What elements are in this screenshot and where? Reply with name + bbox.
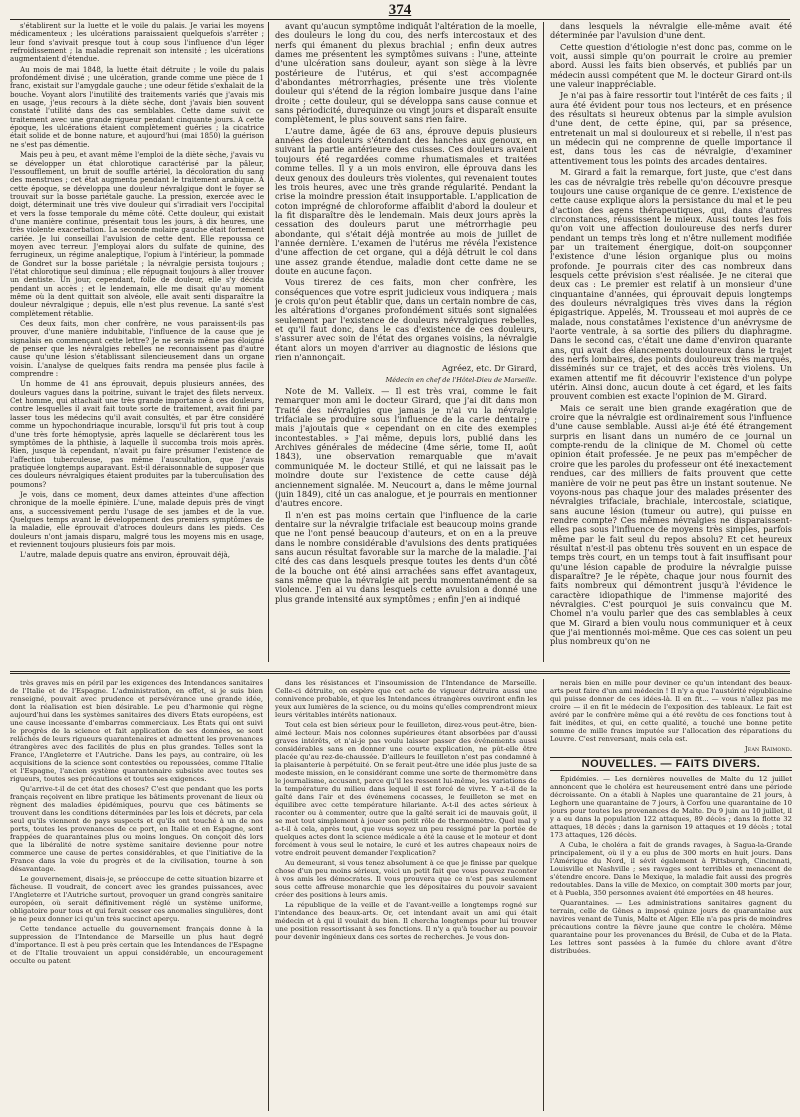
article-column-2 [275,22,537,662]
page-number: 374 [388,2,412,18]
news-item: Épidémies. — Les dernières nouvelles de Malte du 12 juillet annoncent que le choléra est heureusement entré dans une période décroissante. On a établi à Naples une quarantaine de 21 jours, à Leghorn une quarantaine de 7 jours, à Corfou une quarantaine de 10 jours pour toutes les provenances de Malte. Du 9 juin au 10 juillet, il y a eu dans la population 122 attaques, 89 décès ; dans la flotte 32 attaques, 18 décès ; dans la garnison 19 attaques et 19 décès ; total 173 attaques, 126 décès. [550,775,792,839]
paragraph: Je n'ai pas à faire ressortir tout l'intérêt de ces faits ; il aura été évident pour tous nos lecteurs, et en présence des résultats si heureux obtenus par la simple avulsion d'une dent, de cette épine, qui, par sa présence, entretenait un mal si douloureux et si rebelle, il n'est pas un médecin qui ne comprenne de quelle importance il est, dans tous les cas de névralgie, d'examiner attentivement tous les points des arcades dentaires. [550,90,792,166]
editor-note: Note de M. Valleix. — Il est très vrai, comme le fait remarquer mon ami le docteur Girard, que j'ai dit dans mon Traité des névralgies que jamais je n'ai vu la névralgie trifaciale se produire sous l'influence de la carie dentaire ; mais j'ajoutais que « cependant on en cite des exemples incontestables. » J'ai même, depuis lors, publié dans les Archives générales de médecine (4me série, tome II, août 1843), une observation remarquable que m'avait communiquée M. le docteur Stillé, et qui ne laissait pas le moindre doute sur l'existence de cette cause déjà anciennement signalée. M. Neucourt a, dans le même journal (juin 1849), cité un cas analogue, et je pourrais en mentionner d'autres encore. [275,386,537,509]
paragraph: Le gouvernement, disais-je, se préoccupe de cette situation bizarre et fâcheuse. Il voudrait, de concert avec les grandes puissances, avec l'Angleterre et l'Autriche surtout, provoquer un grand congrès sanitaire européen, où serait définitivement réglé un système uniforme, obligatoire pour tous et qui ferait cesser ces anomalies singulières, dont je ne peux donner ici qu'un très succinct aperçu. [10,875,263,923]
paragraph: Tout cela est bien sérieux pour le feuilleton, direz-vous peut-être, bien-aimé lecteur. Mais nos colonnes supérieures étant absorbées par d'aussi graves intérêts, et n'ai-je pas voulu laisser passer des événements aussi considérables sans en donner une courte explication, ne pût-elle être placée qu'au rez-de-chaussée. D'ailleurs le feuilleton n'est pas condamné à la plaisanterie à perpétuité. On se ferait peut-être une idée plus juste de sa modeste mission, en le considérant comme une sorte de thermomètre dans le journalisme, accusant, parce qu'il les ressent lui-même, les variations de la température du milieu dans lequel il est forcé de vivre. Y a-t-il de la gaîté dans l'air et des événemens cocasses, le feuilleton se met en équilibre avec cette température hilariante. A-t-il des actes sérieux à raconter ou à commenter, outre que la gaîté serait ici de mauvais goût, il se met tout simplement à jouer son petit rôle de thermomètre. Quel mal y a-t-il à cela, après tout, que vous soyez un peu ressigné par la portée de quelques actes dont la science médicale a été la cause et le moteur et dont forcément à vous seul le notaire, le curé et les autres chapeaux noirs de votre endroit peuvent demander l'explication? [275,721,537,857]
paragraph: Cette tendance actuelle du gouvernement français donne à la suppression de l'Intendance de Marseille un plus haut degré d'importance. Il est à peu près certain que les Intendances de l'Espagne et de l'Italie trouvaient un appui considérable, un encouragement occulte ou patent [10,925,263,965]
column-divider [543,22,544,662]
paragraph: Au mois de mai 1848, la luette était détruite ; le voile du palais profondément divisé ; une ulcération, grande comme une pièce de 1 franc, existait sur l'amygdale gauche ; une odeur fétide s'exhalait de la bouche. Voyant alors l'inutilité des traitements variés que j'avais mis en usage, j'eus recours à la diète sèche, dont j'avais bien souvent constaté l'utilité dans des cas semblables. Cette dame suivit ce traitement avec une grande rigueur pendant cinquante jours. A cette époque, les ulcérations étaient complètement guéries ; la cicatrice était solide et de bonne nature, et aujourd'hui (mai 1850) la guérison ne s'est pas démentie. [10,64,264,149]
paragraph: Un homme de 41 ans éprouvait, depuis plusieurs années, des douleurs vagues dans la poitrine, suivant le trajet des filets nerveux. Cet homme, qui attachait une très grande importance à ces douleurs, contre lesquelles il avait fait toute sorte de traitement, avait fini par lasser tous les médecins qu'il avait consultés, et par être considéré comme un hypochondriaque incurable, lorsqu'il fut pris tout à coup d'une très forte hémoptysie, après laquelle se déclarèrent tous les symptômes de la phthisie, à laquelle il succomba trois mois après. Rien, jusque là cependant, n'avait pu faire présumer l'existence de l'affection tuberculeuse, pas même l'auscultation, que j'avais pratiquée longtemps auparavant. Est-il déraisonnable de supposer que ces douleurs névralgiques étaient produites par la tuberculisation des poumons? [10,379,264,489]
paragraph: L'autre, malade depuis quatre ans environ, éprouvait déjà, [20,550,230,560]
paragraph: Vous tirerez de ces faits, mon cher confrère, les conséquences que votre esprit judicieux vous indiquera ; mais je crois qu'on peut établir que, dans un certain nombre de cas, les altérations d'organes profondément situés sont signalées seulement par l'existence de douleurs névralgiques rebelles, et qu'il faut donc, dans le cas d'existence de ces douleurs, s'assurer avec soin de l'état des organes voisins, la névralgie étant alors un moyen d'arriver au diagnostic de lésions que rien n'annonçait. [275,277,537,363]
column-divider [268,679,269,1111]
paragraph: Mais ce serait une bien grande exagération que de croire que la névralgie est ordinairement sous l'influence d'une cause semblable. Aussi ai-je été été étrangement surpris en lisant dans un numéro de ce journal un compte-rendu de la clinique de M. Chomel où cette opinion était professée. Je ne peux pas m'empêcher de croire que les paroles du professeur ont été inexactement rendues, car des milliers de faits prouvent que cette manière de voir ne peut pas être un instant soutenue. Ne voyons-nous pas chaque jour des malades présenter des névralgies trifaciale, brachiale, intercostale, sciatique, sans aucune lésion (tumeur ou autre), qui puisse en rendre compte? Ces mêmes névralgies ne disparaissent-elles pas sous l'influence de moyens très simples, parfois même par le fait seul du repos absolu? Et cet heureux résultat n'est-il pas obtenu très souvent en un espace de temps très court, en un temps tout à fait insuffisant pour qu'une lésion capable de produire la névralgie puisse disparaître? Je le répète, chaque jour nous fournit des faits nombreux qui démontrent jusqu'à l'évidence le caractère idiopathique de l'immense majorité des névralgies. C'est pourquoi je suis convaincu que M. Chomel n'a voulu parler que des cas semblables à ceux que M. Girard a bien voulu nous communiquer et à ceux que j'ai mentionnés moi-même. Que ces cas soient un peu plus nombreux qu'on ne [550,402,792,647]
paragraph: dans lesquels la névralgie elle-même avait été déterminée par l'avulsion d'une dent. [550,22,792,41]
article-column-1 [10,22,264,662]
news-item: Quarantaines. — Les administrations sanitaires gagnent du terrain, celle de Gênes a imposé quinze jours de quarantaine aux navires venant de Tunis, Malte et Alger. Elle n'a pas pris de moindres précautions contre la fièvre jaune que contre le choléra. Même quarantaine pour les provenances du Brésil, de Cuba et de la Plata. Les lettres sont passées à la fumée du chlore avant d'être distribuées. [550,899,792,955]
letter-signature: Agréez, etc. Dr Girard, [442,363,537,374]
paragraph: nerais bien en mille pour deviner ce qu'un intendant des beaux-arts peut faire d'un ami médecin ! Il n'y a que l'austérité républicaine qui puisse donner de ces idées-là. Il en fit... — vous n'allez pas me croire — il en fit le médecin de l'exposition des tableaux. Le fait est avéré par le confrère même qui a été revêtu de ces fonctions tout à fait inédites, et qui, en cette qualité, a touché une bonne petite somme de mille francs imputée sur l'allocation des réparations du Louvre. C'est renversant, mais cela est. [550,679,792,743]
paragraph: dans les résistances et l'insoumission de l'Intendance de Marseille. Celle-ci détruite, on espère que cet acte de vigueur détruira aussi une connivence probable, et que les Intendances étrangères ouvriront enfin les yeux aux lumières de la science, ou du moins qu'elles comprendront mieux leurs véritables intérêts nationaux. [275,679,537,719]
column-divider [543,679,544,1111]
header-rule [10,19,790,20]
paragraph: avant qu'aucun symptôme indiquât l'altération de la moelle, des douleurs le long du cou, des nerfs intercostaux et des nerfs qui émanent du plexus brachial ; enfin deux autres dames me présentent les symptômes suivans : l'une, atteinte d'une ulcération sans douleur, ayant son siège à la lèvre postérieure de l'utérus, et qui s'est accompagnée d'abondantes métrorrhagies, présente une très violente douleur qui s'étend de la région lombaire jusque dans l'aine droite ; cette douleur, qui se développa sans cause connue et sans périodicité, durequinze ou vingt jours et disparaît ensuite complètement, le plus souvent sans rien faire. [275,22,537,125]
article-column-3 [550,22,792,662]
news-item: A Cuba, le choléra a fait de grands ravages, à Sagua-la-Grande principalement, où il y a eu plus de 300 morts en huit jours. Dans l'Amérique du Nord, il sévit également à Pittsburgh, Cincinnati, Louisville et Nashville ; ses ravages sont terribles et menacent de s'étendre encore. Dans le Mexique, la maladie fait aussi des progrès redoutables. Dans la ville de Mexico, on comptait 300 morts par jour, et à Puebla, 350 personnes avaient été emportées en 48 heures. [550,841,792,897]
paragraph: Il n'en est pas moins certain que l'influence de la carie dentaire sur la névralgie trifaciale est beaucoup moins grande que ne l'ont pensé beaucoup d'auteurs, et on en a la preuve dans le nombre considérable d'avulsions des dents pratiquées sans aucun résultat favorable sur la marche de la maladie. J'ai cité des cas dans lesquels presque toutes les dents d'un côté de la bouche ont été ainsi arrachées sans effet avantageux, sans même que la névralgie ait perdu momentanément de sa violence. J'en ai vu dans lesquels cette avulsion a donné une plus grande intensité aux symptômes ; enfin j'en ai indiqué [275,509,537,604]
column-divider [268,22,269,662]
signature-title: Médecin en chef de l'Hôtel-Dieu de Marseille. [385,375,537,384]
paragraph: très graves mis en péril par les exigences des Intendances sanitaires de l'Italie et de l'Espagne. L'administration, en effet, si je suis bien renseigné, pouvait avec prudence et persévérance une grande idée, dont la réalisation est bien désirable. Le peu d'harmonie qui règne aujourd'hui dans les systèmes sanitaires des divers États européens, est une cause incessante d'embarras commerciaux. Les États qui ont suivi le progrès de la science et fait application de ses données, se sont relâchés de leurs rigueurs quarantenaires et admettent les provenances étrangères avec des facilités de plus en plus grandes. Telles sont la France, l'Angleterre et l'Autriche. Dans les pays, au contraire, où les acquisitions de la science sont contestées ou repoussées, comme l'Italie et l'Espagne, l'ancien système quarantenaire subsiste avec toutes ses rigueurs, toutes ses précautions et toutes ses exigences. [10,679,263,783]
paragraph: La république de la veille et de l'avant-veille a longtemps rogné sur l'intendance des beaux-arts. Or, cet intendant avait un ami qui était médecin et à qui il voulait du bien. Il chercha longtemps pour lui trouver une position ressortissant à ses fonctions. Il n'y a qu'à toucher au pouvoir pour devenir ingénieux dans ces sortes de recherches. Je vous don- [275,901,537,941]
paragraph: Au demeurant, si vous tenez absolument à ce que je finisse par quelque chose d'un peu moins sérieux, voici un petit fait que vous pouvez raconter à vos amis les démocrates. Il vous prouvera que ce n'est pas seulement sous cette affreuse monarchie que les dépositaires du pouvoir savaient créer des positions à leurs amis. [275,859,537,899]
paragraph: L'autre dame, âgée de 63 ans, éprouve depuis plusieurs années des douleurs s'étendant des hanches aux genoux, en suivant la partie antérieure des cuisses. Ces douleurs avaient toujours été regardées comme rhumatismales et traitées comme telles. Il y a un mois environ, elle éprouva dans les deux genoux des douleurs très violentes, qui revenaient toutes les trois heures, avec une très grande régularité. Pendant la crise la moindre pression était insupportable. L'application de coton imprégné de chloroforme affaiblit d'abord la douleur et la fit disparaître dès le lendemain. Mais deux jours après la cessation des douleurs parut une métrorrhagie peu abondante, qui s'était déjà montrée au mois de juillet de l'année dernière. L'examen de l'utérus me révéla l'existence d'une affection de cet organe, qui a déjà détruit le col dans une assez grande étendue, maladie dont cette dame ne se doute en aucune façon. [275,125,537,276]
feuilleton-column-1 [10,679,263,1115]
section-title: NOUVELLES. — FAITS DIVERS. [550,757,792,771]
paragraph: Cette question d'étiologie n'est donc pas, comme on le voit, aussi simple qu'on pourrait le croire au premier abord. Aussi les faits bien observés, et publiés par un médecin aussi compétent que M. le docteur Girard ont-ils une valeur inappréciable. [550,41,792,90]
paragraph: M. Girard a fait la remarque, fort juste, que c'est dans les cas de névralgie très rebelle qu'on découvre presque toujours une cause organique de ce genre. L'existence de cette cause explique alors la persistance du mal et le peu d'action des agens thérapeutiques, qui, dans d'autres circonstances, réussissent le mieux. Aussi toutes les fois qu'on voit une affection douloureuse des nerfs durer pendant un temps très long et n'être nullement modifiée par un traitement énergique, doit-on soupçonner l'existence d'une lésion organique plus ou moins profonde. Je pourrais citer des cas nombreux dans lesquels cette prévision s'est réalisée. Je ne citerai que deux cas : Le premier est relatif à un monsieur d'une cinquantaine d'années, qui éprouvait depuis longtemps des douleurs névralgiques très vives dans la région épigastrique. Appelés, M. Trousseau et moi auprès de ce malade, nous constatâmes l'existence d'un anévrysme de l'aorte ventrale, à sa sortie des piliers du diaphragme. Dans le second cas, c'était une dame d'environ quarante ans, qui avait des élancements douloureux dans le trajet des nerfs lombaires, des points douloureux très marqués, disséminés sur ce trajet, et des accès très violens. Un examen attentif me fit découvrir l'existence d'un polype utérin. Ainsi donc, aucun doute à cet égard, et les faits prouvent combien est exacte l'opinion de M. Girard. [550,167,792,402]
feuilleton-column-3 [550,679,792,1115]
feuilleton-divider [10,671,790,674]
feuilleton-column-2 [275,679,537,1115]
paragraph: Mais peu à peu, et avant même l'emploi de la diète sèche, j'avais vu se développer un état chlorotique caractérisé par la pâleur, l'essoufflement, un bruit de souffle artériel, la décoloration du sang des menstrues ; cet état augmenta pendant le traitement arabique. A cette époque, se développa une douleur névralgique dont le foyer se trouvait sur la bosse pariétale gauche. La pression, exercée avec le doigt, déterminait une très vive douleur qui s'irradiait vers l'occipital et vers la fosse temporale du même côté. Cette douleur, qui existait d'une manière continue, présentait tous les jours, à dix heures, une très violente exacerbation. La seconde molaire gauche était fortement cariée. Je lui conseillai l'avulsion de cette dent. Elle repoussa ce moyen avec terreur. J'employai alors du sulfate de quinine, des ferrugineux, un régime analeptique, l'opium à l'intérieur, la pommade de Gondret sur la bosse pariétale ; la névralgie persista toujours ; l'état chlorotique seul diminua ; elle répugnait toujours à aller trouver un dentiste. Un jour, cependant, folle de douleur, elle s'y décida pendant un accès ; et le lendemain, elle me disait qu'au moment même où la dent quittait son alvéole, elle avait senti disparaître la douleur névralgique ; depuis, elle n'est plus revenue. La santé s'est complètement rétablie. [10,150,264,318]
paragraph: Je vois, dans ce moment, deux dames atteintes d'une affection chronique de la moelle épinière. L'une, malade depuis près de vingt ans, a successivement perdu l'usage de ses jambes et de la vue. Quelques temps avant le développement des premiers symptômes de la maladie, elle éprouvait d'atroces douleurs dans les pieds. Ces douleurs n'ont jamais disparu, malgré tous les moyens mis en usage, et reviennent toujours plusieurs fois par mois. [10,489,264,549]
paragraph: s'établirent sur la luette et le voile du palais. Je variai les moyens médicamenteux ; les ulcérations paraissaient quelquefois s'arrêter ; leur fond s'avivait presque tout à coup sous l'influence d'un léger refroidissement ; la maladie reprenait son intensité ; les ulcérations augmentaient d'étendue. [10,22,264,64]
paragraph: Qu'arrive-t-il de cet état des choses? C'est que pendant que les ports français reçoivent en libre pratique les bâtiments provenant de lieux où règnent des maladies épidémiques, pourvu que ces bâtiments se trouvent dans les conditions déterminées par les lois et décrets, par cela seul qu'ils viennent de pays suspects et qu'ils ont touché à un de nos ports, toutes les provenances de ce port, en Italie et en Espagne, sont frappées de quarantaines plus ou moins longues. On conçoit dès lors que la libéralité de notre système sanitaire devienne pour notre commerce une cause de pertes considérables, et que l'initiative de la France dans la voie du progrès et de la civilisation, tourne à son désavantage. [10,785,263,873]
feuilleton-signature: Jean Raimond. [744,745,792,753]
paragraph: Ces deux faits, mon cher confrère, ne vous paraissent-ils pas prouver, d'une manière indubitable, l'influence de la cause que je signalais en commençant cette lettre? Je ne serais même pas éloigné de penser que les névralgies rebelles ne reconnaissent pas d'autre cause qu'une lésion s'établissant silencieusement dans un organe voisin. L'analyse de quelques faits rendra ma pensée plus facile à comprendre : [10,319,264,379]
